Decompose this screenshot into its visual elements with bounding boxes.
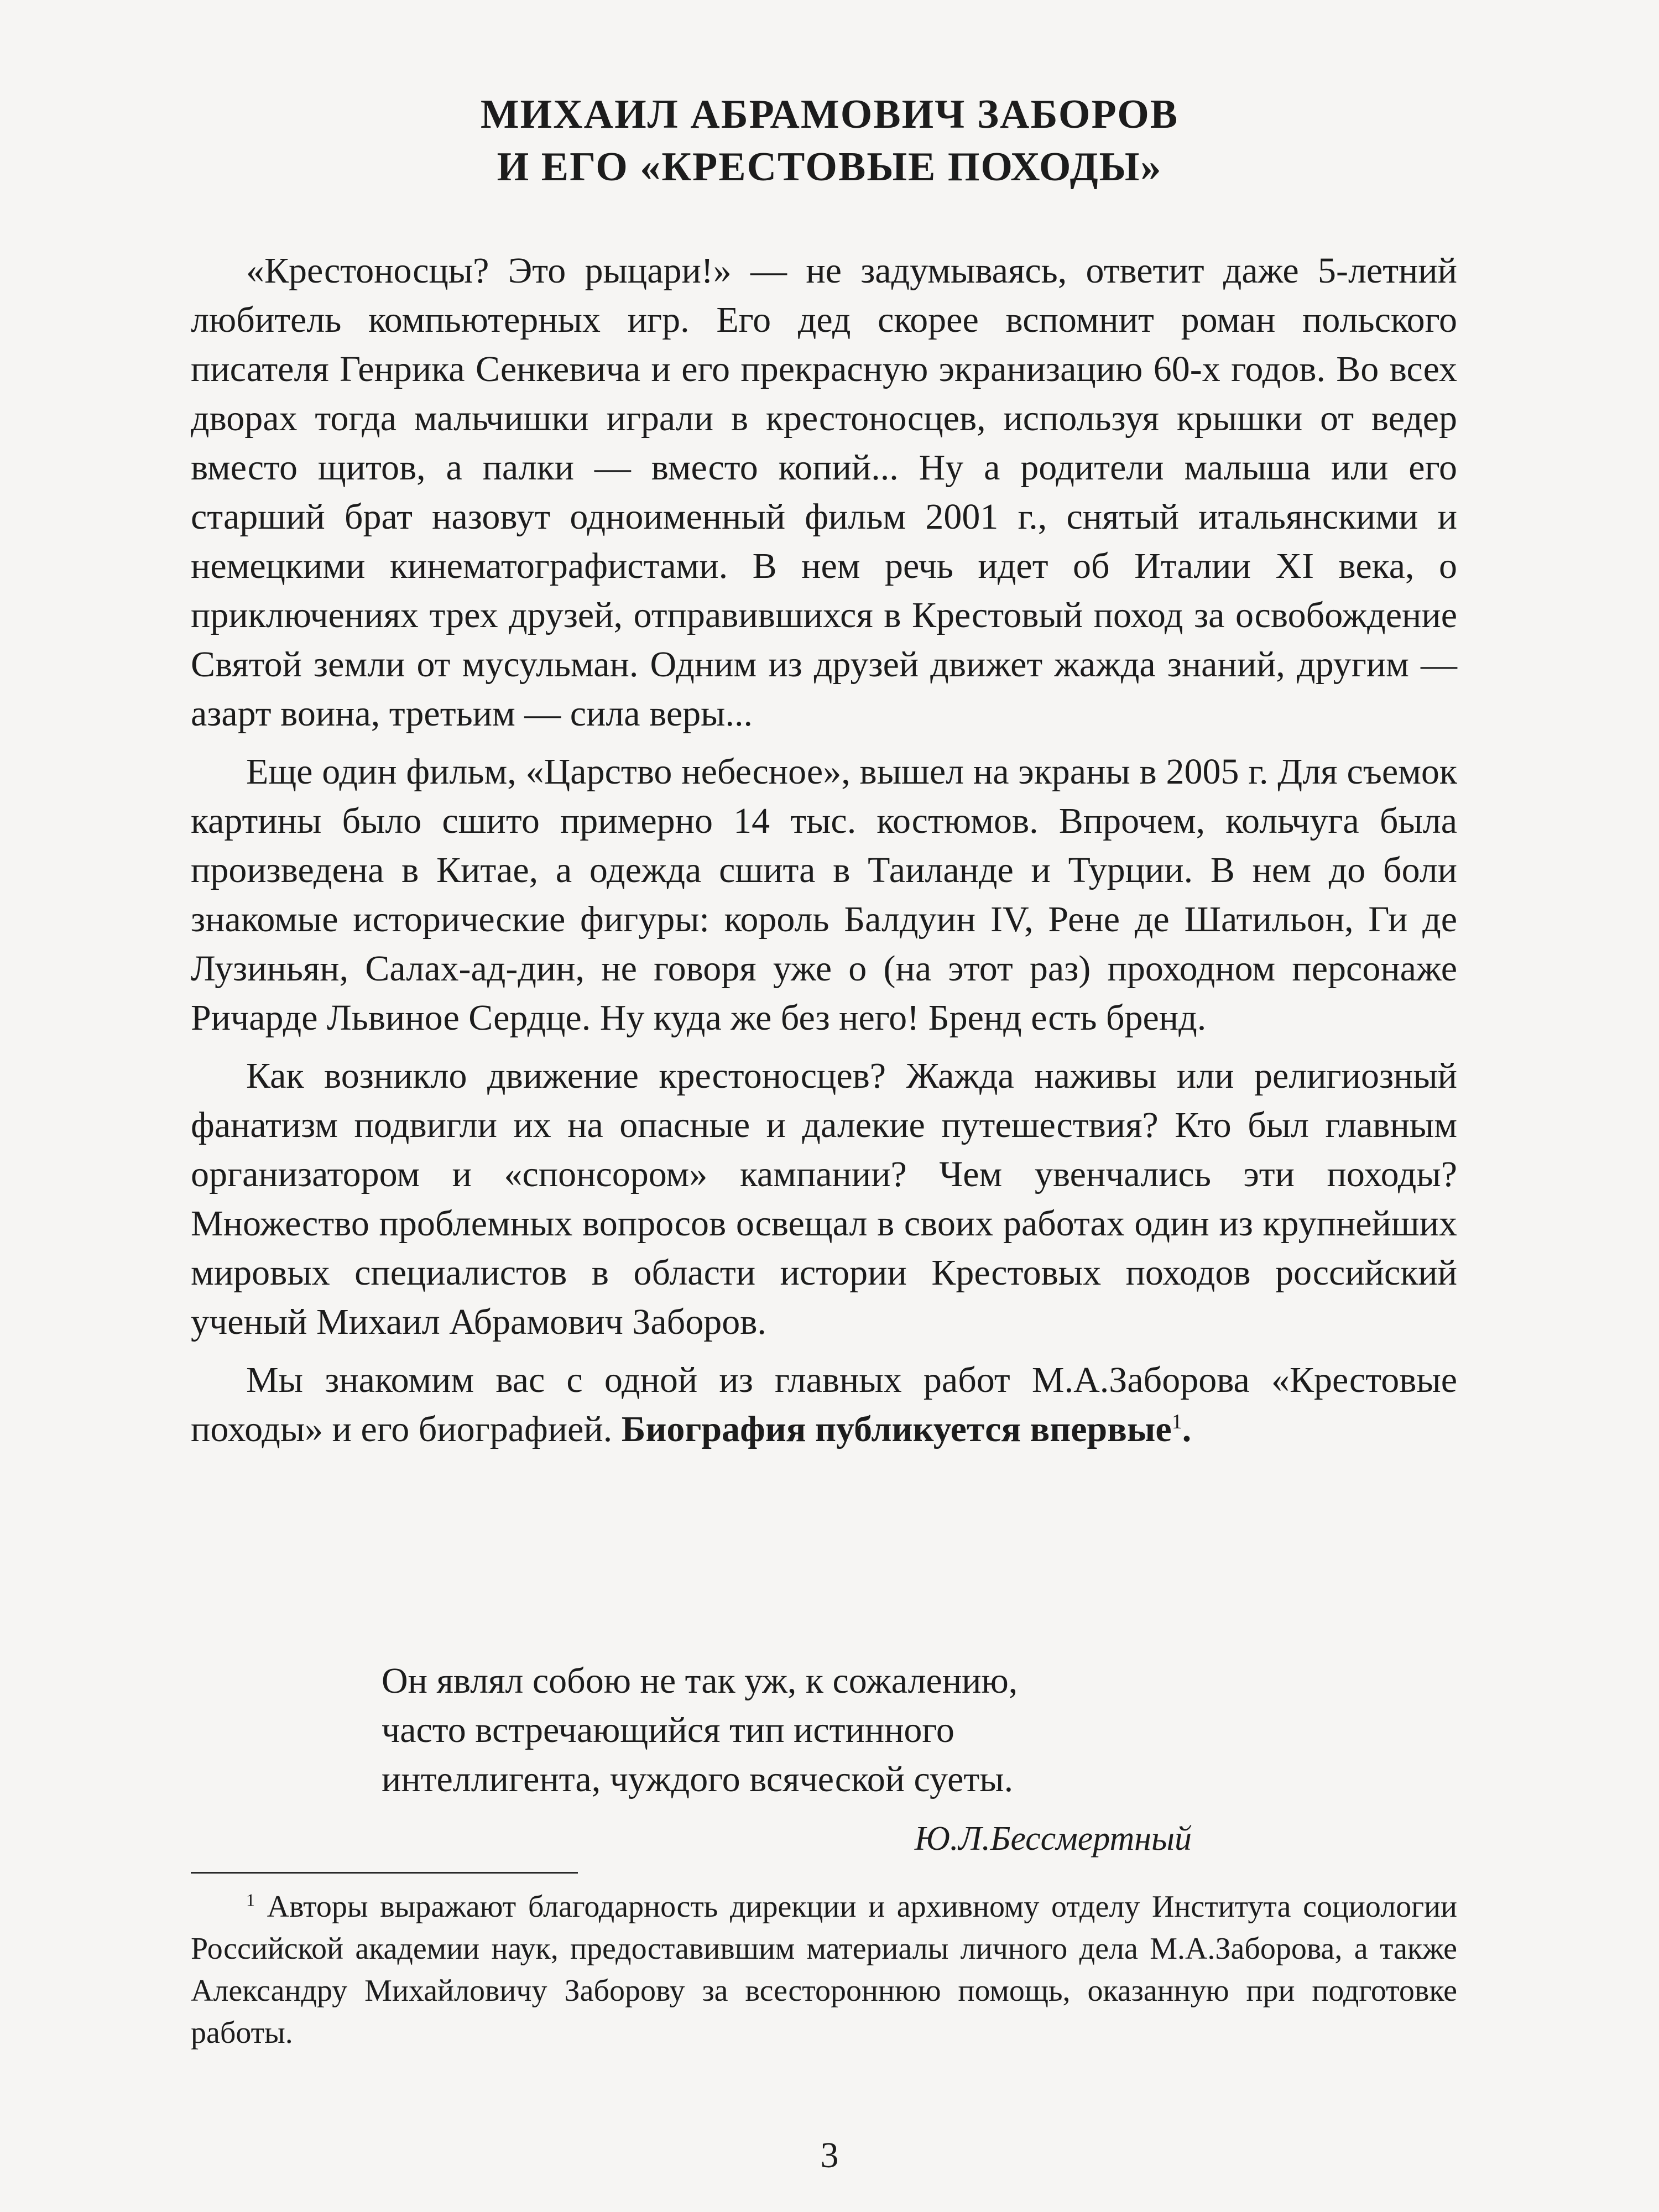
epigraph-author: Ю.Л.Бессмертный <box>914 1820 1192 1858</box>
chapter-title-line-1: МИХАИЛ АБРАМОВИЧ ЗАБОРОВ <box>480 92 1179 137</box>
intro-end: . <box>1182 1409 1192 1449</box>
chapter-title <box>166 88 1493 194</box>
intro-bold-text: Биография публикуется впервые <box>621 1409 1172 1449</box>
epigraph-line-1: Он являл собою не так уж, к сожалению, <box>382 1661 1018 1701</box>
footnote <box>191 1886 1457 2054</box>
footnote-number: 1 <box>246 1890 255 1910</box>
paragraph-1: «Крестоносцы? Это рыцари!» — не задумываясь, ответит даже 5-летний любитель компьютерных игр. Его дед скорее вспомнит роман польского писателя Генрика Сенкевича и его прекрасную экранизацию 60-х годов. Во всех дворах тогда мальчишки играли в крестоносцев, используя крышки от ведер вместо щитов, а палки — вместо копий... Ну а родители малыша или его старший брат назовут одноименный фильм 2001 г., снятый итальянскими и немецкими кинематографистами. В нем речь идет об Италии XI века, о приключениях трех друзей, отправившихся в Крестовый поход за освобождение Святой земли от мусульман. Одним из друзей движет жажда знаний, другим — азарт воина, третьим — сила веры... <box>191 251 1457 734</box>
epigraph-line-3: интеллигента, чуждого всяческой суеты. <box>382 1759 1014 1799</box>
paragraph-3: Как возникло движение крестоносцев? Жажда наживы или религиозный фанатизм подвигли их на опасные и далекие путешествия? Кто был главным организатором и «спонсором» кампании? Чем увенчались эти походы? Множество проблемных вопросов освещал в своих работах один из крупнейших мировых специалистов в области истории Крестовых походов российский ученый Михаил Абрамович Заборов. <box>191 1056 1457 1342</box>
paragraph-intro <box>191 1355 1457 1454</box>
body-text <box>191 246 1457 1454</box>
epigraph <box>382 1656 1222 1804</box>
epigraph-line-2: часто встречающийся тип истинного <box>382 1710 954 1750</box>
paragraph-2: Еще один фильм, «Царство небесное», вышел на экраны в 2005 г. Для съемок картины было сшито примерно 14 тыс. костюмов. Впрочем, кольчуга была произведена в Китае, а одежда сшита в Таиланде и Турции. В нем до боли знакомые исторические фигуры: король Балдуин IV, Рене де Шатильон, Ги де Лузиньян, Салах-ад-дин, не говоря уже о (на этот раз) проходном персонаже Ричарде Львиное Сердце. Ну куда же без него! Бренд есть бренд. <box>191 752 1457 1038</box>
footnote-divider <box>191 1872 578 1874</box>
footnote-reference: 1 <box>1171 1410 1182 1433</box>
page-number: 3 <box>820 2135 839 2176</box>
footnote-text: Авторы выражают благодарность дирекции и архивному отделу Института социологии Российской академии наук, предоставившим материалы личного дела М.А.Заборова, а также Александру Михайловичу Заборову за всестороннюю помощь, оказанную при подготовке работы. <box>191 1890 1457 2050</box>
intro-text: Мы знакомим вас с одной из главных работ М.А.Заборова «Крестовые походы» и его биографией. <box>191 1360 1457 1449</box>
chapter-title-line-2: И ЕГО «КРЕСТОВЫЕ ПОХОДЫ» <box>497 144 1162 190</box>
